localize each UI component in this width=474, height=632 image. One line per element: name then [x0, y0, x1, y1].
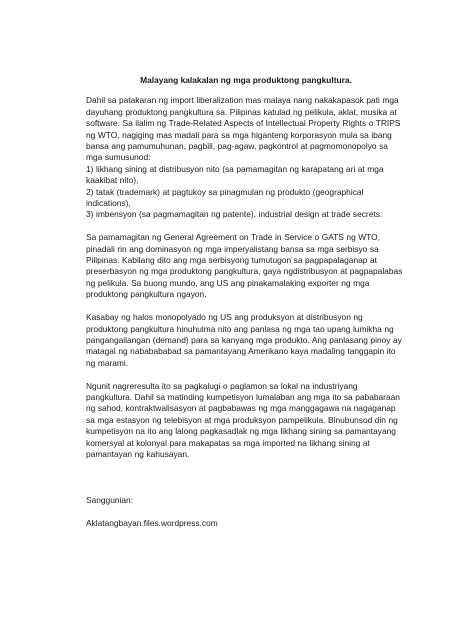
- list-item: 3) imbensyon (sa pagmamagitan ng patente), industrial design at trade secrets.: [86, 209, 383, 220]
- paragraph-4: Ngunit nagreresulta ito sa pagkalugi o paglamon sa lokal na industriyang pangkultura. Dahil sa matinding kumpetisyon lumalaban ang mga ito sa pababaraan ng sahod, kontraktwalisasyon at pagbabawas ng mga manggagawa na nagaganap sa mga estasyon ng telebisyon at mga produksyon pampelikula. Binubunsod din ng kumpetisyon na ito ang lalong pagkasadlak ng mga likhang sining sa pamantayang komersyal at kolonyal para makapatas sa mga imported na likhang sining at pamantayan ng kahusayan.: [86, 380, 400, 459]
- numbered-list: [86, 164, 406, 221]
- paragraph-1-text: Dahil sa patakaran ng import liberalization mas malaya nang nakakapasok pati mga dayuhang produktong pangkultura sa. Pilipinas katulad ng pelikula, aklat, musika at software. Sa ilalim ng Trade-Related Aspects of Intellectual Property Rights o TRIPS ng WTO, nagiging mas madali para sa mga higanteng korporasyon mula sa ibang bansa ang pamumuhunan, pagbili, pag-agaw, pagkontrol at pagmomonopolyo sa mga sumusunod:: [86, 95, 401, 163]
- list-item: 1) likhang sining at distribusyon nito (sa pamamagitan ng karapatang ari at mga kaakibat nito),: [86, 163, 384, 186]
- paragraph-3: Kasabay ng halos monopolyado ng US ang produksyon at distribusyon ng produktong pangkultura hinuhulma nito ang panlasa ng mga tao upang lumikha ng pangangailangan (demand) para sa kanyang mga produkto. Ang panlasang pinoy ay matagal ng nababababad sa pamantayang Amerikano kaya madaling tanggapin ito ng marami.: [86, 312, 402, 368]
- document-title: Malayang kalakalan ng mga produktong pangkultura.: [140, 75, 352, 85]
- paragraph-2: Sa pamamagitan ng General Agreement on Trade in Service o GATS ng WTO, pinadali rin ang dominasyon ng mga imperyalistang bansa sa mga serbisyo sa Pilipinas. Kabilang dito ang mga serbisyong tumutugon sa pagpapalaganap at preserbasyon ng mga produktong pangkultura, gaya ngdistribusyon at pagpapalabas ng pelikula. Sa buong mundo, ang US ang pinakamalaking exporter ng mga produktong pangkultura ngayon.: [86, 232, 403, 300]
- list-item: 2) tatak (trademark) at pagtukoy sa pinagmulan ng produkto (geographical indications),: [86, 186, 364, 209]
- paragraph-1: [86, 95, 406, 220]
- spacer: [86, 472, 406, 495]
- sources-label: Sanggunian:: [86, 494, 134, 505]
- sources-link: Aklatangbayan.files.wordpress.com: [86, 517, 218, 528]
- document-body: [86, 75, 406, 540]
